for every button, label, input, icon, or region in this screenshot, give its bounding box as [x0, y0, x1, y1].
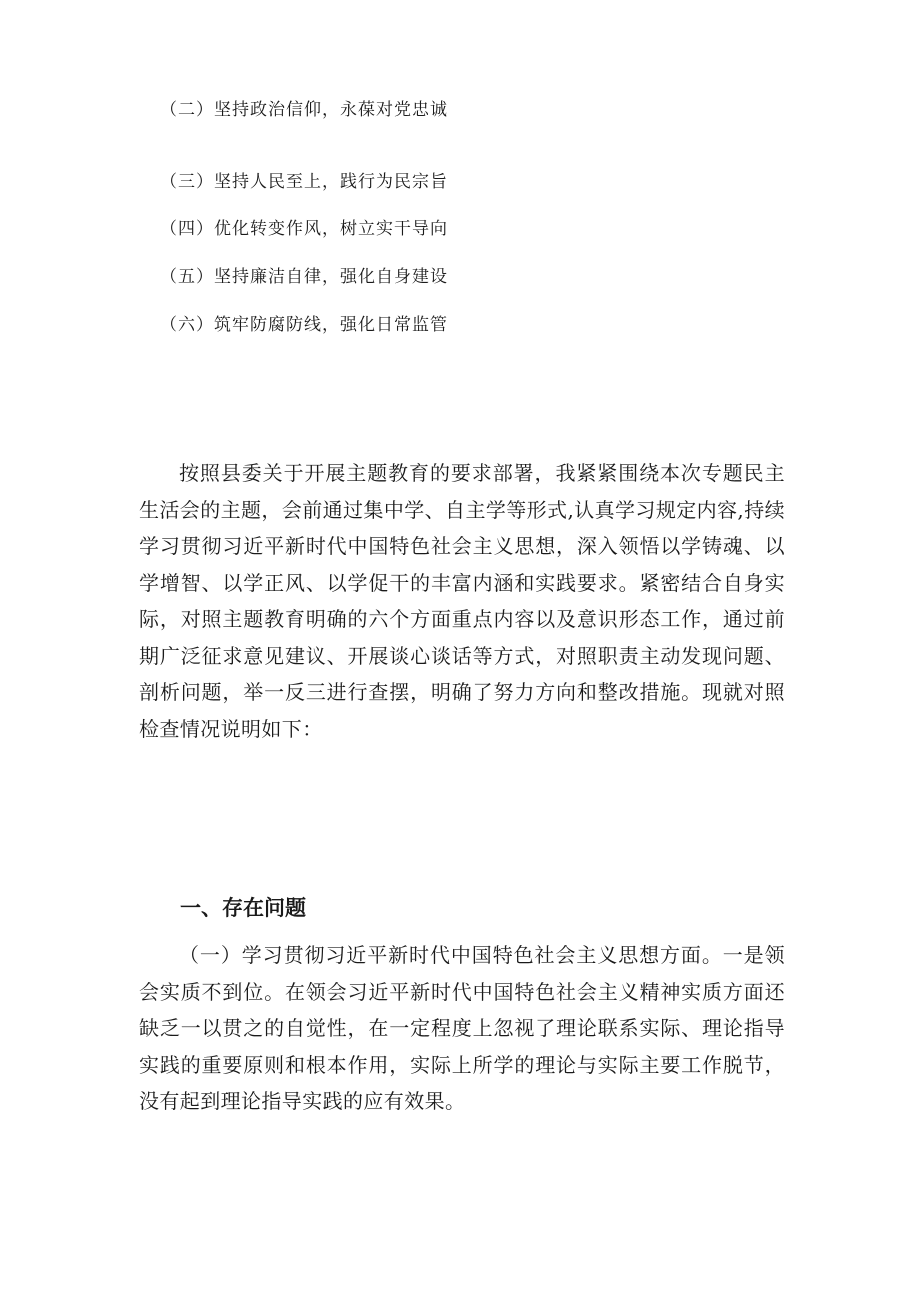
toc-item-3: （三）坚持人民至上，践行为民宗旨	[160, 172, 448, 192]
toc-item-6: （六）筑牢防腐防线，强化日常监管	[160, 315, 448, 335]
section-paragraph: （一）学习贯彻习近平新时代中国特色社会主义思想方面。一是领会实质不到位。在领会习近平新时代中国特色社会主义精神实质方面还缺乏一以贯之的自觉性，在一定程度上忽视了理论联系实际、理论指导实践的重要原则和根本作用，实际上所学的理论与实际主要工作脱节，没有起到理论指导实践的应有效果。	[139, 943, 785, 1113]
section-heading: 一、存在问题	[180, 896, 306, 920]
toc-item-4: （四）优化转变作风，树立实干导向	[160, 219, 448, 239]
toc-item-2: （二）坚持政治信仰，永葆对党忠诚	[160, 100, 448, 120]
intro-paragraph: 按照县委关于开展主题教育的要求部署，我紧紧围绕本次专题民主生活会的主题，会前通过集中学、自主学等形式,认真学习规定内容,持续学习贯彻习近平新时代中国特色社会主义思想，深入领悟以学铸魂、以学增智、以学正风、以学促干的丰富内涵和实践要求。紧密结合自身实际，对照主题教育明确的六个方面重点内容以及意识形态工作，通过前期广泛征求意见建议、开展谈心谈话等方式，对照职责主动发现问题、剖析问题，举一反三进行查摆，明确了努力方向和整改措施。现就对照检查情况说明如下：	[139, 461, 785, 741]
toc-item-5: （五）坚持廉洁自律，强化自身建设	[160, 267, 448, 287]
